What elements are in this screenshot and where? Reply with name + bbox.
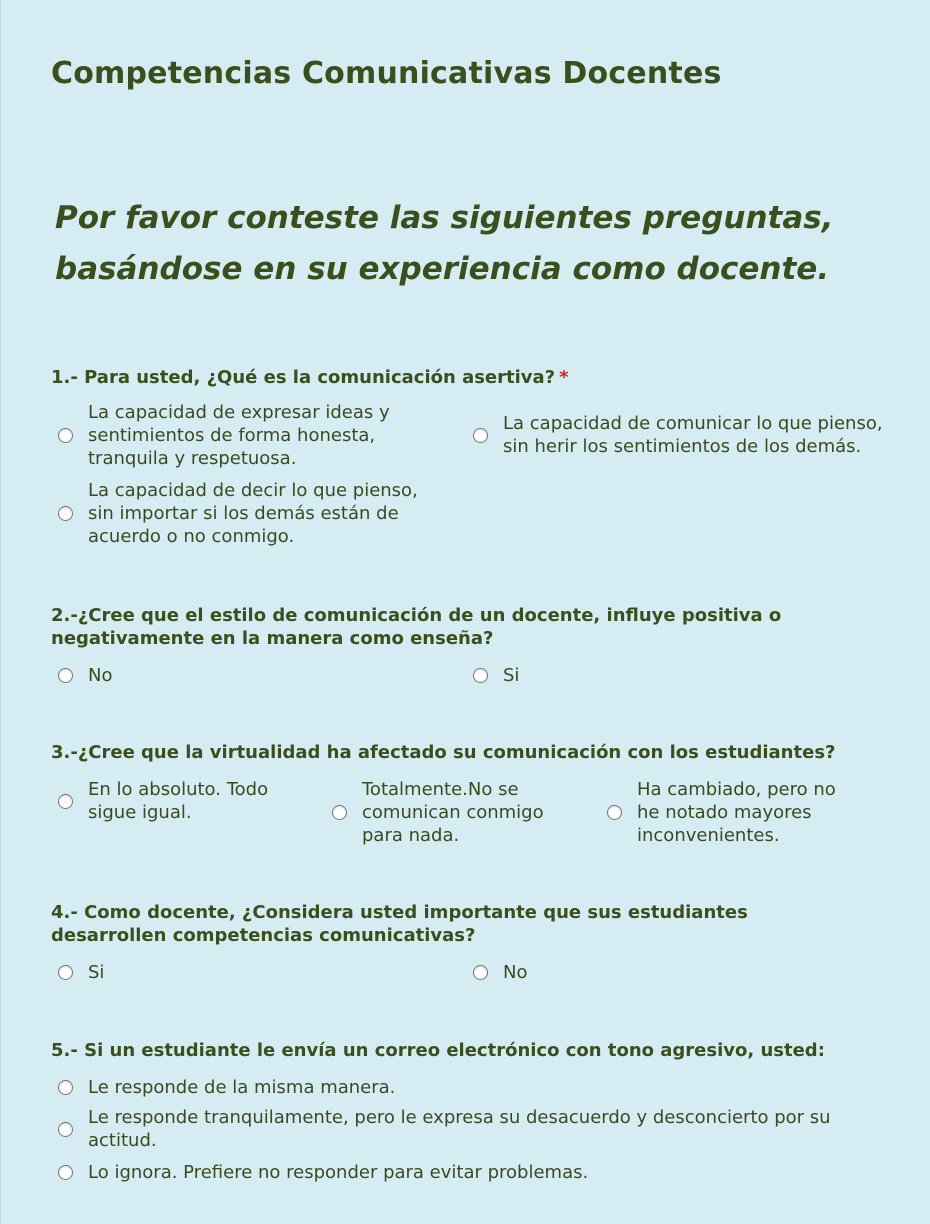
form-intro bbox=[55, 193, 915, 295]
question-1-option-2[interactable] bbox=[473, 400, 893, 470]
form-title: Competencias Comunicativas Docentes bbox=[51, 56, 722, 91]
radio-button[interactable] bbox=[473, 428, 488, 443]
question-4-text-line-2: desarrollen competencias comunicativas? bbox=[51, 925, 476, 946]
question-1-option-3[interactable] bbox=[58, 478, 438, 548]
radio-button[interactable] bbox=[607, 805, 622, 820]
question-3-option-2[interactable] bbox=[332, 777, 592, 847]
question-2-label bbox=[51, 604, 901, 650]
question-2 bbox=[51, 604, 901, 650]
required-marker: * bbox=[559, 367, 569, 388]
question-5-label: 5.- Si un estudiante le envía un correo electrónico con tono agresivo, usted: bbox=[51, 1040, 825, 1061]
option-label: Ha cambiado, pero no he notado mayores inconvenientes. bbox=[637, 778, 836, 846]
intro-line-2: basándose en su experiencia como docente. bbox=[55, 251, 830, 287]
option-label: La capacidad de comunicar lo que pienso, sin herir los sentimientos de los demás. bbox=[503, 413, 883, 457]
option-label: Si bbox=[88, 961, 105, 983]
question-5-option-2[interactable] bbox=[58, 1106, 898, 1152]
intro-line-1: Por favor conteste las siguientes preguntas, bbox=[55, 200, 834, 236]
option-label: La capacidad de expresar ideas y sentimientos de forma honesta, tranquila y respetuosa. bbox=[88, 401, 390, 469]
question-1-text: 1.- Para usted, ¿Qué es la comunicación asertiva? bbox=[51, 367, 556, 388]
question-4-label bbox=[51, 901, 901, 947]
question-5-option-3[interactable] bbox=[58, 1160, 898, 1184]
question-3 bbox=[51, 741, 901, 764]
option-label: Totalmente.No se comunican conmigo para nada. bbox=[362, 778, 544, 846]
radio-button[interactable] bbox=[58, 506, 73, 521]
question-4-text-line-1: 4.- Como docente, ¿Considera usted importante que sus estudiantes bbox=[51, 902, 748, 923]
radio-button[interactable] bbox=[58, 1080, 73, 1095]
radio-button[interactable] bbox=[332, 805, 347, 820]
radio-button[interactable] bbox=[58, 668, 73, 683]
option-label: Le responde tranquilamente, pero le expresa su desacuerdo y desconcierto por su actitud. bbox=[88, 1107, 831, 1151]
radio-button[interactable] bbox=[58, 794, 73, 809]
radio-button[interactable] bbox=[58, 1122, 73, 1137]
question-4-option-no[interactable] bbox=[473, 960, 833, 984]
question-3-option-3[interactable] bbox=[607, 777, 867, 847]
question-4-option-si[interactable] bbox=[58, 960, 418, 984]
question-1-label bbox=[51, 366, 901, 389]
form-page bbox=[1, 0, 930, 1224]
radio-button[interactable] bbox=[58, 428, 73, 443]
question-3-label: 3.-¿Cree que la virtualidad ha afectado su comunicación con los estudiantes? bbox=[51, 742, 836, 763]
radio-button[interactable] bbox=[473, 965, 488, 980]
question-1 bbox=[51, 366, 901, 389]
option-label: La capacidad de decir lo que pienso, sin importar si los demás están de acuerdo o no conmigo. bbox=[88, 479, 418, 547]
question-2-text-line-2: negativamente en la manera como enseña? bbox=[51, 628, 494, 649]
question-1-option-1[interactable] bbox=[58, 400, 438, 470]
question-2-text-line-1: 2.-¿Cree que el estilo de comunicación de un docente, influye positiva o bbox=[51, 605, 782, 626]
option-label: No bbox=[503, 961, 528, 983]
question-5-option-1[interactable] bbox=[58, 1075, 898, 1099]
question-2-option-no[interactable] bbox=[58, 663, 418, 687]
radio-button[interactable] bbox=[473, 668, 488, 683]
option-label: No bbox=[88, 664, 113, 686]
radio-button[interactable] bbox=[58, 1165, 73, 1180]
question-2-option-si[interactable] bbox=[473, 663, 833, 687]
question-4 bbox=[51, 901, 901, 947]
option-label: Le responde de la misma manera. bbox=[88, 1076, 396, 1098]
radio-button[interactable] bbox=[58, 965, 73, 980]
option-label: Lo ignora. Prefiere no responder para evitar problemas. bbox=[88, 1161, 589, 1183]
option-label: Si bbox=[503, 664, 520, 686]
question-3-option-1[interactable] bbox=[58, 777, 318, 825]
question-5 bbox=[51, 1039, 901, 1062]
option-label: En lo absoluto. Todo sigue igual. bbox=[88, 779, 269, 823]
